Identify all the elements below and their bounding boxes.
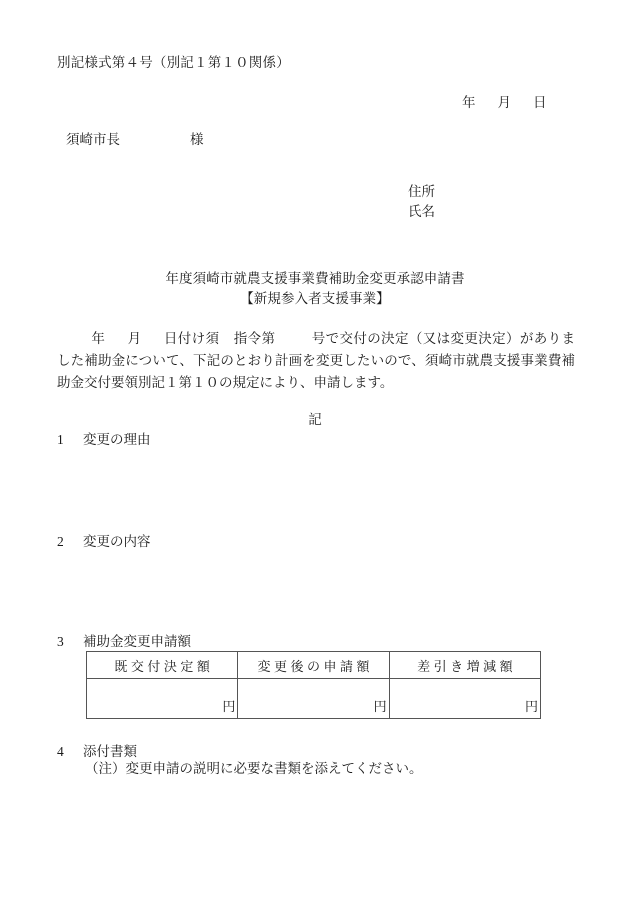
date-line [462,91,547,111]
table-header-requested: 変更後の申請額 [238,652,389,679]
applicant-address-label: 住所 [408,184,435,199]
body-order-number-label: 指令第 [233,331,276,346]
section-content-number: 2 [57,534,64,549]
applicant-block [408,182,435,222]
document-subtitle: 【新規参入者支援事業】 [240,291,390,306]
table-value-requested[interactable]: 円 [238,679,389,719]
table-header-row [87,652,541,679]
section-amount [57,630,191,650]
section-amount-label: 補助金変更申請額 [83,634,191,649]
body-line1-tail: 号で交付の決定（又は変更決定）がありました補助金に [57,331,575,368]
amount-table [86,651,541,719]
body-day-prefix: 日付け須 [163,331,220,346]
body-line3: 規定により、申請します。 [232,375,394,390]
addressee-recipient: 須崎市長 [66,132,120,147]
date-day-label: 日 [533,95,547,110]
section-amount-number: 3 [57,634,64,649]
addressee-line [66,128,204,148]
section-reason-number: 1 [57,432,64,447]
ki-marker: 記 [308,412,322,427]
section-content [57,530,151,550]
applicant-name-label: 氏名 [408,204,435,219]
table-header-granted: 既交付決定額 [87,652,238,679]
body-line2: ついて、下記のとおり計画を変更したいので、須崎市就農支援事業費補助金交付要領別記１第１０の [57,353,575,390]
body-paragraph [57,328,575,394]
section-attachments-number: 4 [57,744,64,759]
table-header-difference: 差引き増減額 [389,652,540,679]
table-row [87,679,541,719]
section-content-label: 変更の内容 [83,534,151,549]
table-value-difference[interactable]: 円 [389,679,540,719]
table-value-granted[interactable]: 円 [87,679,238,719]
section-reason [57,428,151,448]
section-reason-label: 変更の理由 [83,432,151,447]
attachment-note: （注）変更申請の説明に必要な書類を添えてください。 [85,761,423,776]
form-code: 別記様式第４号（別記１第１０関係） [57,55,290,70]
date-month-label: 月 [497,95,511,110]
section-attachments-label: 添付書類 [83,744,137,759]
document-title: 年度須崎市就農支援事業費補助金変更承認申請書 [165,271,465,286]
body-month-label: 月 [127,331,142,346]
date-year-label: 年 [462,95,476,110]
addressee-honorific: 様 [190,132,204,147]
body-year-label: 年 [91,331,106,346]
